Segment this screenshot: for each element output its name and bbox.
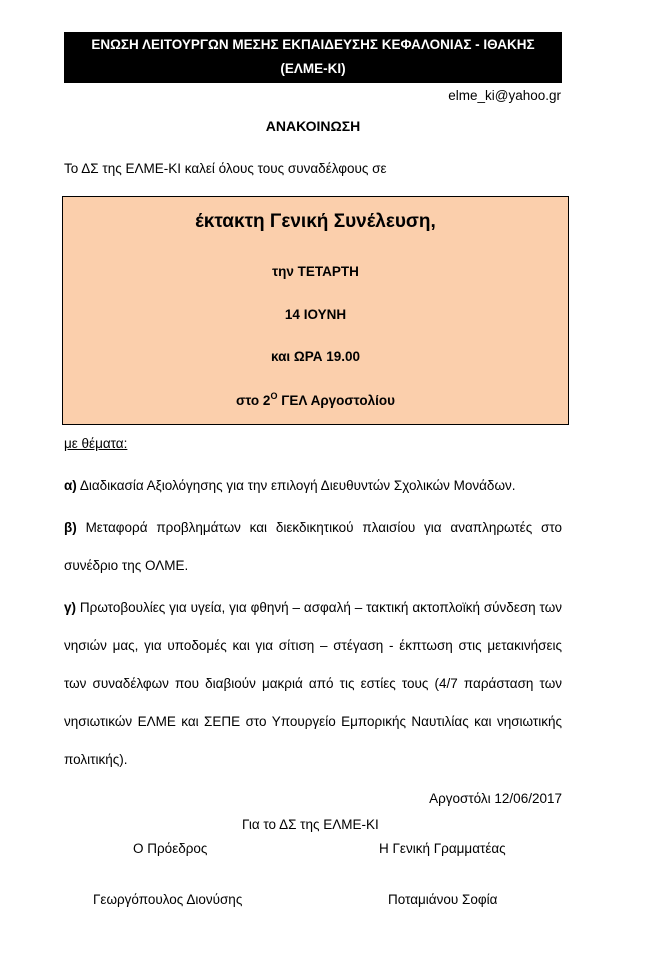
president-name: Γεωργόπουλος Διονύσης xyxy=(93,892,243,907)
event-time: και ΩΡΑ 19.00 xyxy=(271,349,360,364)
topic-marker: γ) xyxy=(64,600,77,615)
event-place-suffix: ΓΕΛ Αργοστολίου xyxy=(277,393,395,408)
topic-item-a xyxy=(64,467,562,505)
contact-email: elme_ki@yahoo.gr xyxy=(448,88,561,103)
topic-text: Μεταφορά προβλημάτων και διεκδικητικού πλαισίου για αναπληρωτές στο συνέδριο της ΟΛΜΕ. xyxy=(64,520,562,573)
event-box xyxy=(62,196,569,425)
topic-text: Διαδικασία Αξιολόγησης για την επιλογή Διευθυντών Σχολικών Μονάδων. xyxy=(79,478,516,493)
document-title: ΑΝΑΚΟΙΝΩΣΗ xyxy=(265,118,361,134)
place-date: Αργοστόλι 12/06/2017 xyxy=(429,791,562,806)
president-role: Ο Πρόεδρος xyxy=(133,841,208,856)
union-header xyxy=(64,32,562,83)
topic-marker: β) xyxy=(64,520,77,535)
secretary-role: Η Γενική Γραμματέας xyxy=(379,841,506,856)
topic-marker: α) xyxy=(64,478,77,493)
topic-text: Πρωτοβουλίες για υγεία, για φθηνή – ασφαλή – τακτική ακτοπλοϊκή σύνδεση των νησιών μας, για υποδομές και για σίτιση – στέγαση - έκπτωση στις μετακινήσεις των συναδέλφων που διαβιούν μακριά από τις εστίες τους (4/7 παράσταση των νησιωτικών ΕΛΜΕ και ΣΕΠΕ στο Υπουργείο Εμπορικής Ναυτιλίας και νησιωτικής πολιτικής). xyxy=(64,600,562,767)
intro-text: Το ΔΣ της ΕΛΜΕ-ΚΙ καλεί όλους τους συναδέλφους σε xyxy=(64,161,387,176)
topics-label: με θέματα: xyxy=(64,436,128,451)
event-place xyxy=(63,391,568,408)
event-date: 14 ΙΟΥΝΗ xyxy=(284,307,347,322)
event-heading: έκτακτη Γενική Συνέλευση, xyxy=(195,211,436,232)
event-place-prefix: στο 2 xyxy=(236,393,271,408)
union-name: ΕΝΩΣΗ ΛΕΙΤΟΥΡΓΩΝ ΜΕΣΗΣ ΕΚΠΑΙΔΕΥΣΗΣ ΚΕΦΑΛΟΝΙΑΣ - ΙΘΑΚΗΣ xyxy=(91,37,535,52)
secretary-name: Ποταμιάνου Σοφία xyxy=(388,892,498,907)
event-place-sup: Ο xyxy=(270,391,278,401)
topic-item-b xyxy=(64,509,562,585)
event-day: την ΤΕΤΑΡΤΗ xyxy=(272,264,359,279)
union-acronym: (ΕΛΜΕ-ΚΙ) xyxy=(280,61,346,76)
topic-item-c xyxy=(64,589,562,779)
on-behalf-line: Για το ΔΣ της ΕΛΜΕ-ΚΙ xyxy=(242,817,379,832)
